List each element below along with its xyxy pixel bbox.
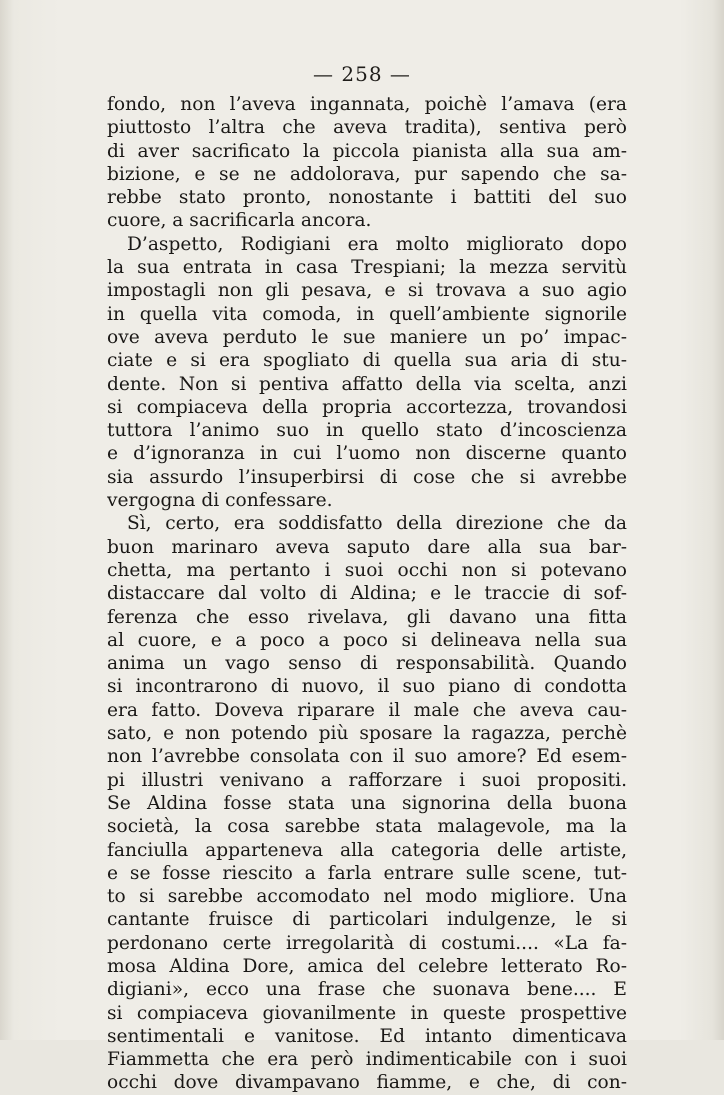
text-line: in quella vita comoda, in quell’ambiente signorile	[107, 303, 627, 325]
text-line: dente. Non si pentiva affatto della via scelta, anzi	[107, 373, 627, 395]
text-line: ove aveva perduto le sue maniere un po’ impac-	[107, 326, 627, 348]
text-line: e se fosse riescito a farla entrare sulle scene, tut-	[107, 862, 627, 884]
text-line: rebbe stato pronto, nonostante i battiti del suo	[107, 187, 627, 209]
text-line: al cuore, e a poco a poco si delineava nella sua	[107, 629, 627, 651]
text-line: Se Aldina fosse stata una signorina della buona	[107, 792, 627, 814]
text-line: società, la cosa sarebbe stata malagevole, ma la	[107, 816, 627, 838]
text-line: fondo, non l’aveva ingannata, poichè l’amava (era	[107, 94, 627, 115]
text-line: sia assurdo l’insuperbirsi di cose che si avrebbe	[107, 466, 627, 488]
text-line: ciate e si era spogliato di quella sua aria di stu-	[107, 350, 627, 372]
text-line: perdonano certe irregolarità di costumi.... «La fa-	[107, 932, 627, 954]
text-line: impostagli non gli pesava, e si trovava a suo agio	[107, 280, 627, 302]
text-line: chetta, ma pertanto i suoi occhi non si potevano	[107, 559, 627, 581]
text-line: buon marinaro aveva saputo dare alla sua bar-	[107, 536, 627, 558]
text-line: digiani», ecco una frase che suonava bene.... E	[107, 979, 627, 1001]
text-line: bizione, e se ne addolorava, pur sapendo che sa-	[107, 163, 627, 185]
text-line: Sì, certo, era soddisfatto della direzione che da	[127, 513, 627, 535]
text-line: cuore, a sacrificarla ancora.	[107, 210, 372, 232]
text-line: era fatto. Doveva riparare il male che aveva cau-	[107, 699, 627, 721]
text-line: sato, e non potendo più sposare la ragazza, perchè	[107, 723, 627, 745]
text-line: vergogna di confessare.	[107, 490, 333, 512]
text-line: non l’avrebbe consolata con il suo amore? Ed esem-	[107, 746, 627, 768]
text-line: distaccare dal volto di Aldina; e le traccie di sof-	[107, 583, 627, 605]
text-line: Fiammetta che era però indimenticabile con i suoi	[107, 1049, 627, 1071]
page-number: — 258 —	[313, 62, 411, 86]
text-line: tuttora l’animo suo in quello stato d’incoscienza	[107, 420, 627, 442]
text-line: piuttosto l’altra che aveva tradita), sentiva però	[107, 117, 627, 139]
text-line: fanciulla apparteneva alla categoria delle artiste,	[107, 839, 627, 861]
text-line: ferenza che esso rivelava, gli davano una fitta	[107, 606, 627, 628]
text-line: si compiaceva della propria accortezza, trovandosi	[107, 396, 627, 418]
text-line: anima un vago senso di responsabilità. Quando	[107, 653, 627, 675]
text-line: la sua entrata in casa Trespiani; la mezza servitù	[107, 257, 627, 279]
text-line: si incontrarono di nuovo, il suo piano di condotta	[107, 676, 627, 698]
text-line: si compiaceva giovanilmente in queste prospettive	[107, 1002, 627, 1024]
text-line: cantante fruisce di particolari indulgenze, le si	[107, 909, 627, 931]
text-line: D’aspetto, Rodigiani era molto migliorato dopo	[127, 233, 627, 255]
text-line: occhi dove divampavano fiamme, e che, di con-	[107, 1072, 627, 1094]
text-line: mosa Aldina Dore, amica del celebre letterato Ro-	[107, 955, 627, 977]
text-line: di aver sacrificato la piccola pianista alla sua am-	[107, 140, 627, 162]
text-line: to si sarebbe accomodato nel modo migliore. Una	[107, 886, 627, 908]
text-line: pi illustri venivano a rafforzare i suoi propositi.	[107, 769, 627, 791]
text-line: sentimentali e vanitose. Ed intanto dimenticava	[107, 1025, 627, 1047]
body-text	[107, 93, 627, 1095]
text-line: e d’ignoranza in cui l’uomo non discerne quanto	[107, 443, 627, 465]
